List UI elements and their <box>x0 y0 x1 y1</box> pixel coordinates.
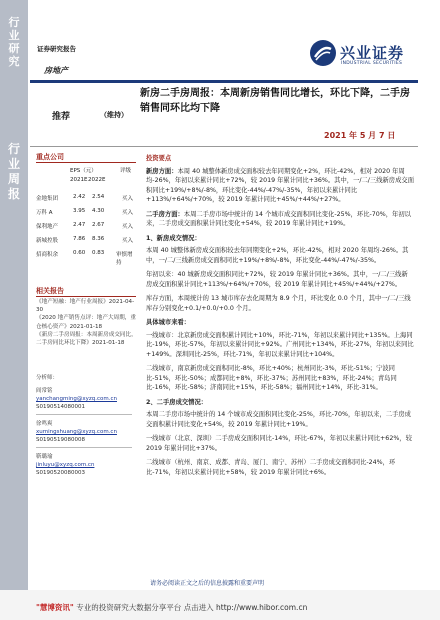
company-name: 金地集团 <box>36 196 59 202</box>
eps-value: 2.67 <box>92 222 105 228</box>
analyst-email[interactable]: yanchangming@xyzq.com.cn <box>36 396 117 402</box>
section-subheading: 2、二手房成交情况： <box>146 398 208 406</box>
table-row <box>36 236 136 248</box>
brand-name: "慧博资讯" <box>36 603 74 612</box>
paragraph: 二线城市（杭州、南京、成都、青岛、厦门、南宁、苏州）二手房成交面积同比-24%，环比-71%，年初以来累计同比+58%，较 2019 年累计同比+6%。 <box>146 459 396 476</box>
eps-value: 4.30 <box>92 208 105 214</box>
site-label: 点击进入 <box>183 603 214 612</box>
analyst-cert: S0190520080003 <box>36 470 85 476</box>
year-header: 2022E <box>88 177 106 183</box>
rail-top-text: 行业研究 <box>8 16 20 68</box>
paragraph-label: 新房方面： <box>146 167 178 175</box>
report-type: 证券研究报告 <box>37 45 76 53</box>
eps-header: EPS（元） <box>70 168 97 174</box>
list-item[interactable]: 《新房二手房周报：本周新房成交同比，二手房同比环比下降》2021-01-18 <box>36 331 137 347</box>
paragraph-text: 本周二手房市场中统计的 14 个城市成交面积同比变化-25%，环比-70%，年初以来，二手房成交面积累计同比变化+54%，较 2019 年累计同比+19%。 <box>146 210 411 227</box>
eps-value: 7.86 <box>73 236 86 242</box>
list-item[interactable]: 《2020 地产销售点评：地产大周期，重仓核心资产》2021-01-18 <box>36 315 136 330</box>
divider <box>36 414 132 415</box>
analyst-block <box>36 374 136 477</box>
logo-name: 兴业证券 <box>340 44 405 62</box>
analyst-name: 徐鸣爽 <box>36 421 53 427</box>
divider <box>36 447 132 448</box>
rating-value: （维持） <box>100 111 128 119</box>
analyst-role: 分析师： <box>36 375 59 381</box>
company-rating: 买入 <box>122 196 134 202</box>
paragraph: 二线城市，南京新房成交面积同比-8%，环比+40%；杭州同比-3%，环比-51%；宁波同比-51%，环比-50%；成都同比+8%，环比-37%；苏州同比+83%，环比-24%；青岛同比-16%，环比-58%；济南同比+15%，环比-58%；福州同比+14%，环比-31%。 <box>146 365 397 391</box>
eps-value: 3.95 <box>73 208 86 214</box>
company-rating: 买入 <box>122 224 134 230</box>
site-link[interactable]: http://www.hibor.com.cn <box>216 603 308 612</box>
rail-bottom-text: 行业周报 <box>7 142 20 201</box>
table-row <box>36 208 136 220</box>
table-row <box>36 222 136 234</box>
related-reports-list <box>36 298 140 347</box>
analyst-cert: S0190514080001 <box>36 404 85 410</box>
investment-highlights-heading: 投资要点 <box>146 155 172 162</box>
footer-disclaimer: 请务必阅读正文之后的信息披露和重要声明 <box>150 580 265 587</box>
brand-tagline: 专业的投资研究大数据分享平台 <box>76 603 182 612</box>
paragraph: 本周二手房市场中统计的 14 个城市成交面积同比变化-25%，环比-70%，年初以来，二手房成交面积累计同比变化+54%，较 2019 年累计同比+19%。 <box>146 411 411 428</box>
analyst-email[interactable]: jinluyu@xyzq.com.cn <box>36 462 95 468</box>
logo-subtitle: INDUSTRIAL SECURITIES <box>341 61 403 66</box>
eps-value: 2.54 <box>92 194 105 200</box>
paragraph: 库存方面，本周统计的 13 城市库存去化周期为 8.9 个月，环比变化 0.0 个月，其中一/二/三线库存分别变化+0.1/+0.0/+0.0 个月。 <box>146 295 411 312</box>
footer-brand <box>36 602 307 613</box>
company-name: 招商积余 <box>36 252 59 258</box>
paragraph-text: 本周 40 城整体新房成交面积较去年同期变化+2%，环比-42%，相对 2020 年周均-26%，年初以来累计同比+72%，较 2019 年累计同比+36%。其中，一/二/三线新房成交面积同比+19%/+8%/-8%，环比变化-44%/-47%/-35%，年初以来累计同比+113%/+64%/+70%，较 2019 年累计同比+45%/+44%/+27%。 <box>146 167 414 203</box>
eps-value: 2.42 <box>73 194 86 200</box>
section-subheading: 1、新房成交情况： <box>146 234 201 242</box>
key-companies-rule <box>36 162 136 163</box>
report-body <box>146 152 414 482</box>
key-companies-heading: 重点公司 <box>36 153 64 161</box>
analyst-name: 阎常铭 <box>36 388 53 394</box>
table-row <box>36 250 136 266</box>
eps-value: 2.47 <box>73 222 86 228</box>
eps-value: 8.36 <box>92 236 105 242</box>
analyst-email[interactable]: xumingshuang@xyzq.com.cn <box>36 429 117 435</box>
section-subheading: 具体城市来看： <box>146 319 191 326</box>
table-year-row <box>36 177 136 189</box>
company-rating: 买入 <box>122 238 134 244</box>
company-rating: 买入 <box>122 210 134 216</box>
logo-mark-icon <box>308 38 338 68</box>
company-name: 新城控股 <box>36 238 59 244</box>
related-reports-heading: 相关报告 <box>36 287 64 295</box>
rating-header: 评级 <box>120 168 132 174</box>
paragraph: 一线城市：北京新房成交面积累计同比+10%，环比-71%，年初以来累计同比+135%。上海同比-19%，环比-57%，年初以来累计同比+92%。广州同比+134%，环比-27%，年初以来同比+149%。深圳同比-25%，环比-71%，年初以来累计同比+104%。 <box>146 331 414 358</box>
paragraph: 一线城市（北京、深圳）二手房成交面积同比-14%，环比-67%，年初以来累计同比+62%，较 2019 年累计同比+37%。 <box>146 435 412 452</box>
company-logo <box>308 36 406 70</box>
eps-value: 0.60 <box>73 250 86 256</box>
report-date: 2021 年 5 月 7 日 <box>324 131 396 140</box>
year-header: 2021E <box>70 177 88 183</box>
rating-label: 推荐 <box>52 112 71 122</box>
list-item[interactable]: 《地产短融：地产行业周报》2021-04-30 <box>36 299 135 314</box>
company-name: 保利地产 <box>36 224 59 230</box>
paragraph-label: 二手房方面： <box>146 210 184 218</box>
table-row <box>36 194 136 206</box>
header-rule <box>30 80 418 83</box>
industry-label: 房地产 <box>44 66 68 75</box>
eps-value: 0.83 <box>92 250 105 256</box>
related-reports-rule <box>36 296 136 297</box>
paragraph <box>146 167 414 205</box>
paragraph <box>146 210 414 229</box>
analyst-cert: S0190519080008 <box>36 437 85 443</box>
company-rating: 审慎增持 <box>116 252 133 266</box>
title-rule <box>30 146 418 147</box>
paragraph: 年初以来：40 城新房成交面积同比+72%，较 2019 年累计同比+36%。其中，一/二/三线新房成交面积累计同比+113%/+64%/+70%，较 2019 年累计同比+45%/+44%/+27%。 <box>146 271 408 288</box>
company-name: 万科 A <box>36 210 53 216</box>
paragraph: 本周 40 城整体新房成交面积较去年同期变化+2%，环比-42%，相对 2020 年周均-26%。其中，一/二/三线新房成交面积同比+19%/+8%/-8%，环比变化-44%/-47%/-35%。 <box>146 247 409 264</box>
left-rail <box>0 0 28 620</box>
report-title: 新房二手房周报：本周新房销售同比增长，环比下降，二手房销售同环比均下降 <box>140 88 410 114</box>
analyst-name: 靳璐瑜 <box>36 454 53 460</box>
